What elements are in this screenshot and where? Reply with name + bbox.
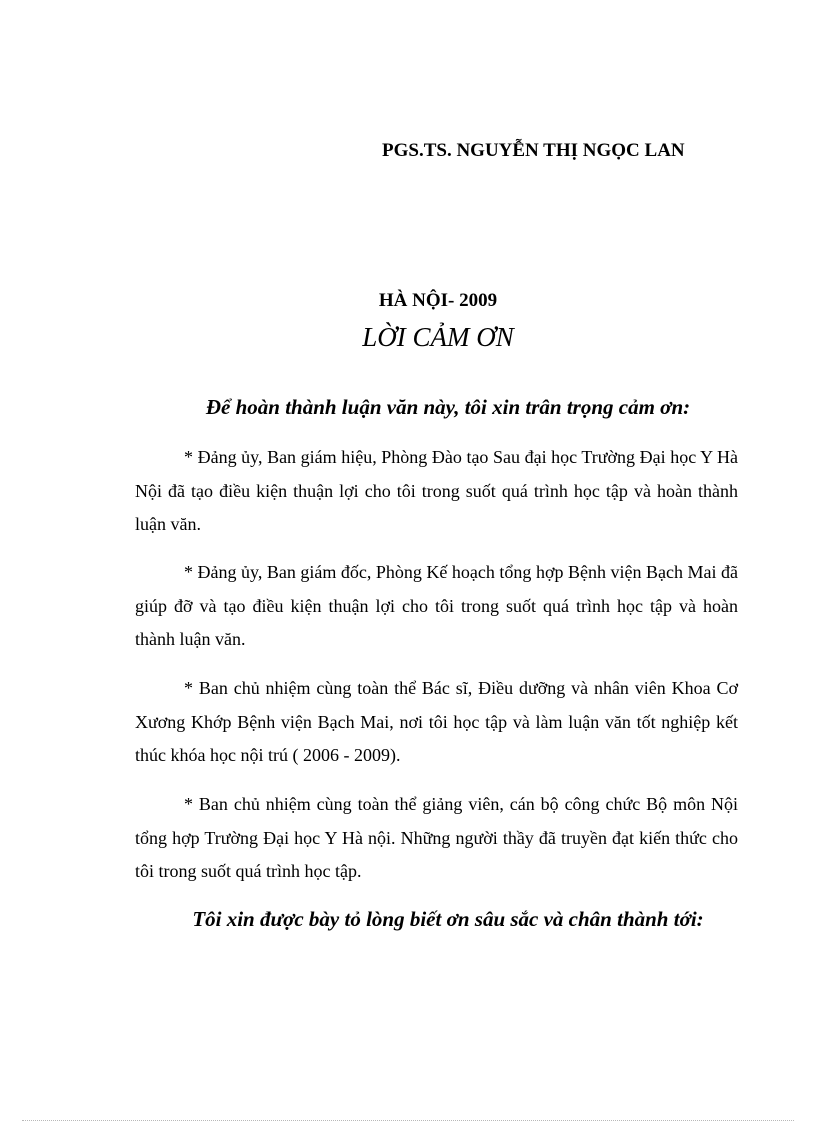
page-bottom-divider [22, 1120, 794, 1121]
place-year: HÀ NỘI- 2009 [378, 290, 498, 311]
closing-statement: Tôi xin được bày tỏ lòng biết ơn sâu sắc và chân thành tới: [192, 907, 704, 931]
paragraph: * Ban chủ nhiệm cùng toàn thể Bác sĩ, Điều dưỡng và nhân viên Khoa Cơ Xương Khớp Bệnh viện Bạch Mai, nơi tôi học tập và làm luận văn tốt nghiệp kết thúc khóa học nội trú ( 2006 - 2009). [135, 678, 738, 765]
supervisor-name: PGS.TS. NGUYỄN THỊ NGỌC LAN [382, 140, 685, 161]
acknowledgements-intro: Để hoàn thành luận văn này, tôi xin trân trọng cảm ơn: [205, 395, 691, 419]
paragraph: * Đảng ủy, Ban giám đốc, Phòng Kế hoạch tổng hợp Bệnh viện Bạch Mai đã giúp đỡ và tạo điều kiện thuận lợi cho tôi trong suốt quá trình học tập và hoàn thành luận văn. [135, 562, 738, 649]
acknowledgements-heading: LỜI CẢM ƠN [362, 322, 514, 352]
paragraph: * Đảng ủy, Ban giám hiệu, Phòng Đào tạo Sau đại học Trường Đại học Y Hà Nội đã tạo điều kiện thuận lợi cho tôi trong suốt quá trình học tập và hoàn thành luận văn. [135, 447, 738, 534]
paragraph: * Ban chủ nhiệm cùng toàn thể giảng viên, cán bộ công chức Bộ môn Nội tổng hợp Trường Đại học Y Hà nội. Những người thầy đã truyền đạt kiến thức cho tôi trong suốt quá trình học tập. [135, 794, 738, 881]
